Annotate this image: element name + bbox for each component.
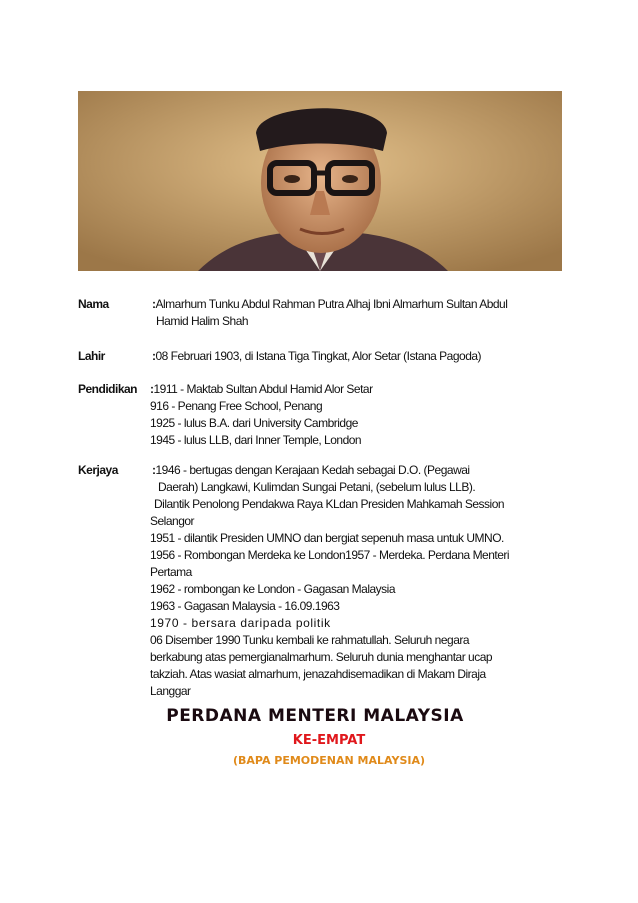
lahir-line: 08 Februari 1903, di Istana Tiga Tingkat, Alor Setar (Istana Pagoda) [155,349,482,363]
kerjaya-line: berkabung atas pemergianalmarhum. Seluruh dunia menghantar ucap [150,650,493,664]
kerjaya-line: Daerah) Langkawi, Kulimdan Sungai Petani, (sebelum lulus LLB). [158,480,476,494]
portrait-illustration [78,91,562,271]
kerjaya-line: 1970 - bersara daripada politik [150,616,331,630]
nama-line: Hamid Halim Shah [156,314,249,328]
kerjaya-line: 1963 - Gagasan Malaysia - 16.09.1963 [150,599,340,613]
colon: : [152,463,156,477]
kerjaya-line: Selangor [150,514,195,528]
footer-note: (BAPA PEMODENAN MALAYSIA) [232,754,426,767]
kerjaya-line: Pertama [150,565,192,579]
pendidikan-line: 1925 - lulus B.A. dari University Cambridge [150,416,358,430]
kerjaya-line: 1962 - rombongan ke London - Gagasan Malaysia [150,582,396,596]
value-kerjaya [150,462,570,700]
label-lahir: Lahir [78,349,105,363]
kerjaya-line: 1946 - bertugas dengan Kerajaan Kedah sebagai D.O. (Pegawai [155,463,470,477]
value-lahir [152,348,572,365]
label-pendidikan: Pendidikan [78,382,138,396]
colon: : [150,382,154,396]
portrait-photo [78,91,562,271]
colon: : [152,349,156,363]
nama-line: Almarhum Tunku Abdul Rahman Putra Alhaj Ibni Almarhum Sultan Abdul [155,297,508,311]
pendidikan-line: 1945 - lulus LLB, dari Inner Temple, London [150,433,362,447]
kerjaya-line: 06 Disember 1990 Tunku kembali ke rahmatullah. Seluruh negara [150,633,470,647]
kerjaya-line: Dilantik Penolong Pendakwa Raya KLdan Presiden Mahkamah Session [154,497,505,511]
value-nama [152,296,572,330]
kerjaya-line: 1956 - Rombongan Merdeka ke London1957 - Merdeka. Perdana Menteri [150,548,510,562]
label-kerjaya: Kerjaya [78,463,118,477]
kerjaya-line: 1951 - dilantik Presiden UMNO dan bergiat sepenuh masa untuk UMNO. [150,531,504,545]
kerjaya-line: Langgar [150,684,191,698]
footer-title: PERDANA MENTERI MALAYSIA [166,706,464,726]
colon: : [152,297,156,311]
kerjaya-line: takziah. Atas wasiat almarhum, jenazahdisemadikan di Makam Diraja [150,667,486,681]
pendidikan-line: 916 - Penang Free School, Penang [150,399,323,413]
pendidikan-line: 1911 - Maktab Sultan Abdul Hamid Alor Setar [153,382,373,396]
value-pendidikan [150,381,570,449]
label-nama: Nama [78,297,109,311]
footer-subtitle: KE-EMPAT [292,733,366,748]
